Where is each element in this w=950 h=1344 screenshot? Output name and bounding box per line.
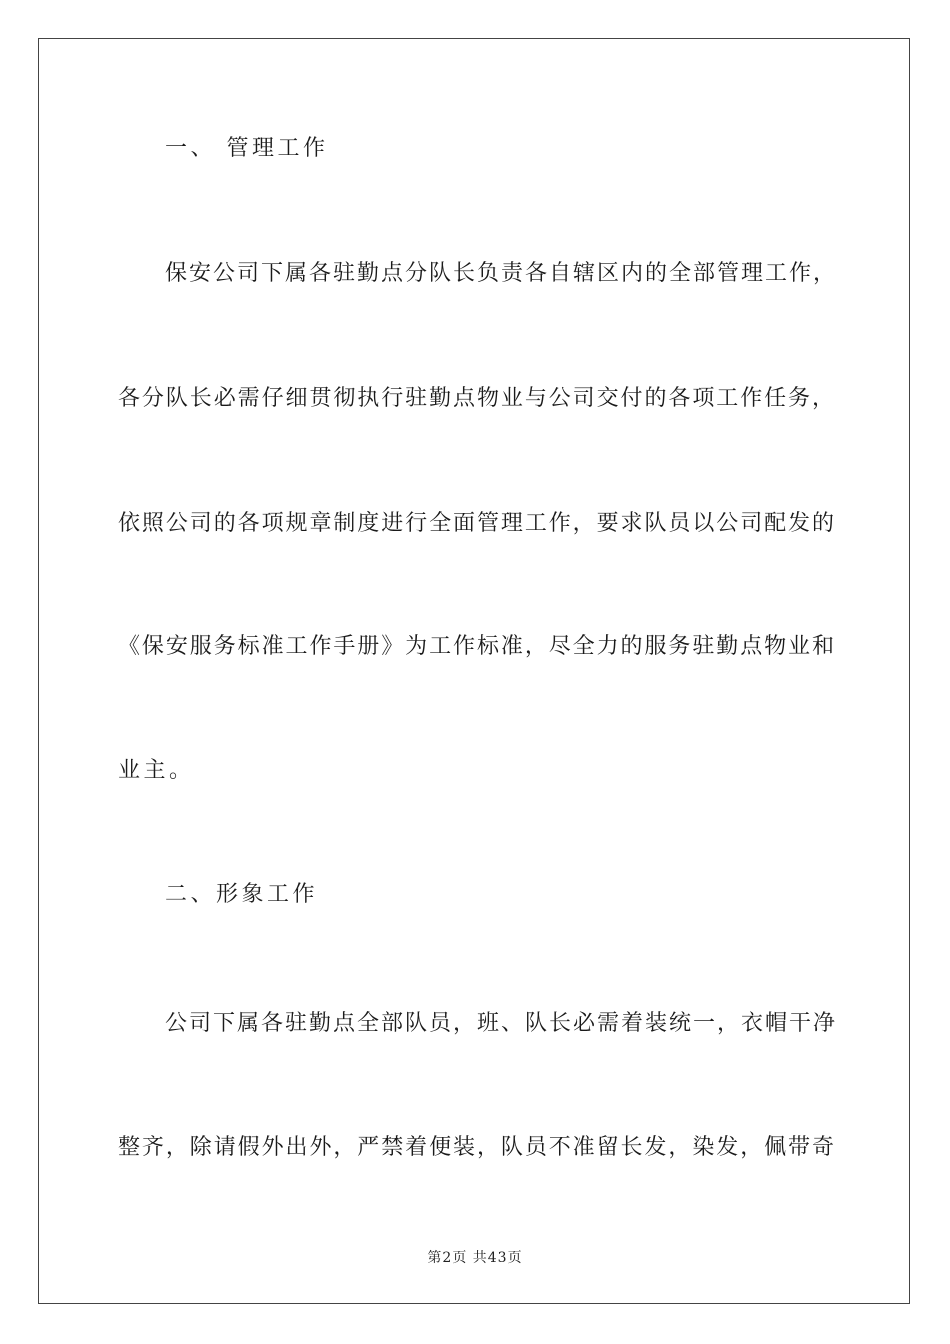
- section-heading-image: 二、形象工作: [165, 882, 319, 907]
- paragraph-line: 公司下属各驻勤点全部队员，班、队长必需着装统一，衣帽干净: [165, 1011, 835, 1036]
- section-heading-management: 一、 管理工作: [165, 136, 329, 161]
- page-number-footer: 第2页 共43页: [427, 1250, 523, 1266]
- page-border: [38, 38, 910, 1304]
- paragraph-line: 依照公司的各项规章制度进行全面管理工作，要求队员以公司配发的: [118, 511, 834, 536]
- paragraph-line: 整齐，除请假外出外，严禁着便装，队员不准留长发，染发，佩带奇: [118, 1135, 834, 1160]
- paragraph-line: 各分队长必需仔细贯彻执行驻勤点物业与公司交付的各项工作任务，: [118, 386, 834, 411]
- paragraph-line: 业主。: [118, 758, 195, 783]
- paragraph-line: 《保安服务标准工作手册》为工作标准，尽全力的服务驻勤点物业和: [118, 634, 834, 659]
- paragraph-line: 保安公司下属各驻勤点分队长负责各自辖区内的全部管理工作，: [165, 261, 835, 286]
